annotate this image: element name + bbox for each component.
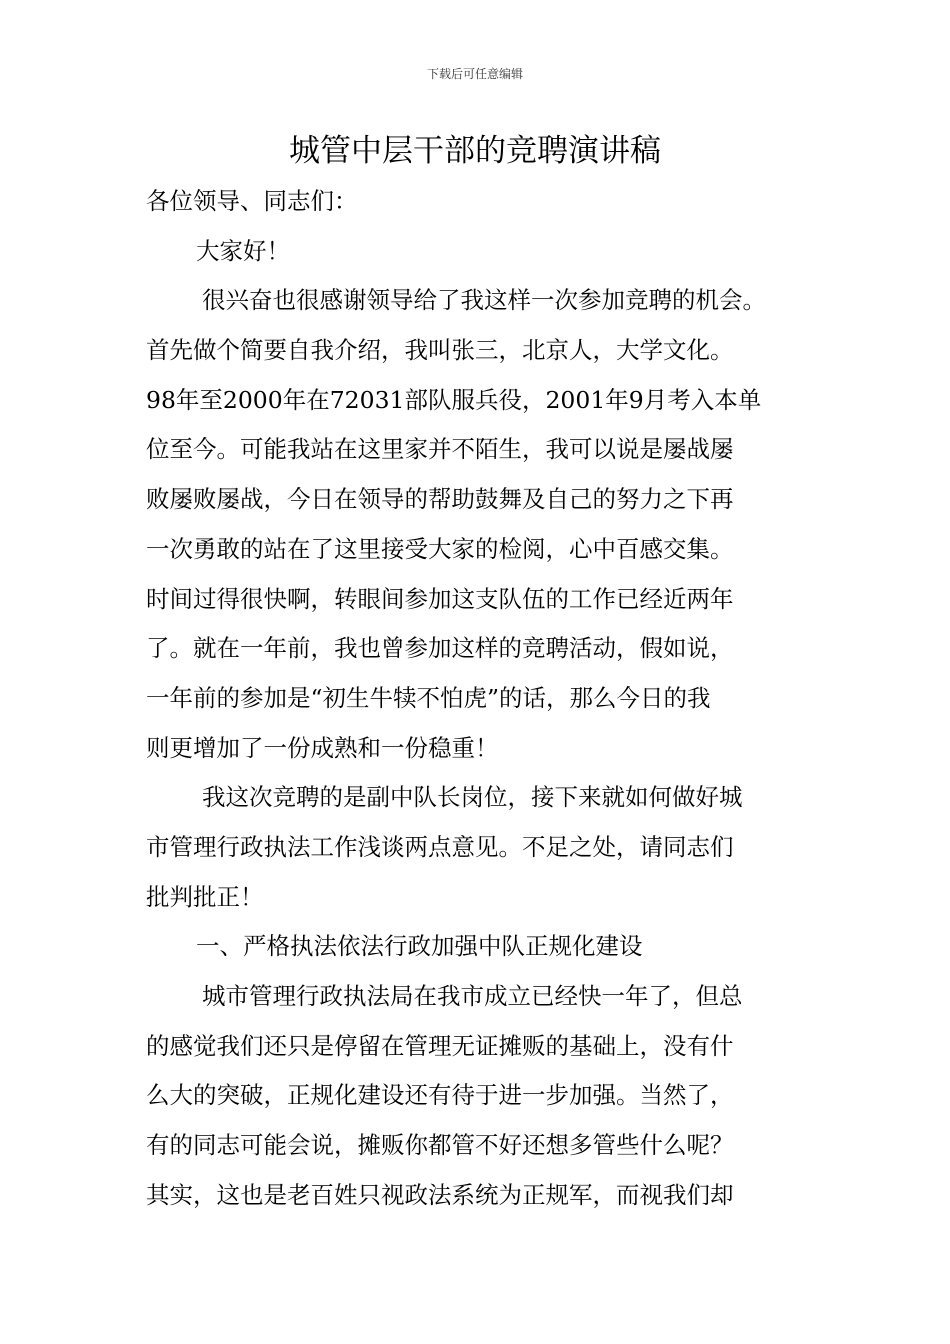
paragraph-line: 了。就在一年前，我也曾参加这样的竞聘活动，假如说， [146, 634, 734, 663]
document-body [146, 177, 816, 1220]
paragraph-line: 其实，这也是老百姓只视政法系统为正规军，而视我们却 [146, 1180, 734, 1209]
paragraph-line: 的感觉我们还只是停留在管理无证摊贩的基础上，没有什 [146, 1031, 734, 1060]
paragraph-line: 则更增加了一份成熟和一份稳重！ [146, 733, 499, 762]
paragraph-line: 一年前的参加是“初生牛犊不怕虎”的话，那么今日的我 [146, 683, 711, 712]
paragraph-line: 批判批正！ [146, 882, 264, 911]
paragraph-line: 么大的突破，正规化建设还有待于进一步加强。当然了， [146, 1081, 734, 1110]
paragraph-line: 败屡败屡战，今日在领导的帮助鼓舞及自己的努力之下再 [146, 485, 734, 514]
paragraph-line: 有的同志可能会说，摊贩你都管不好还想多管些什么呢？ [146, 1131, 734, 1160]
paragraph-line: 很兴奋也很感谢领导给了我这样一次参加竞聘的机会。 [202, 286, 766, 315]
paragraph-line: 位至今。可能我站在这里家并不陌生，我可以说是屡战屡 [146, 435, 734, 464]
paragraph-line: 市管理行政执法工作浅谈两点意见。不足之处，请同志们 [146, 832, 734, 861]
paragraph-line: 一次勇敢的站在了这里接受大家的检阅，心中百感交集。 [146, 534, 734, 563]
salutation: 各位领导、同志们： [146, 187, 358, 215]
paragraph-line: 98年至2000年在72031部队服兵役，2001年9月考入本单 [146, 385, 762, 414]
paragraph-line: 首先做个简要自我介绍，我叫张三，北京人，大学文化。 [146, 336, 734, 365]
header-note: 下载后可任意编辑 [426, 67, 523, 81]
section-heading: 一、严格执法依法行政加强中队正规化建设 [196, 932, 643, 961]
greeting: 大家好！ [196, 236, 290, 265]
paragraph-line: 城市管理行政执法局在我市成立已经快一年了，但总 [202, 982, 743, 1010]
document-title: 城管中层干部的竞聘演讲稿 [289, 133, 661, 169]
paragraph-line: 我这次竞聘的是副中队长岗位，接下来就如何做好城 [202, 783, 743, 812]
paragraph-line: 时间过得很快啊，转眼间参加这支队伍的工作已经近两年 [146, 584, 734, 613]
